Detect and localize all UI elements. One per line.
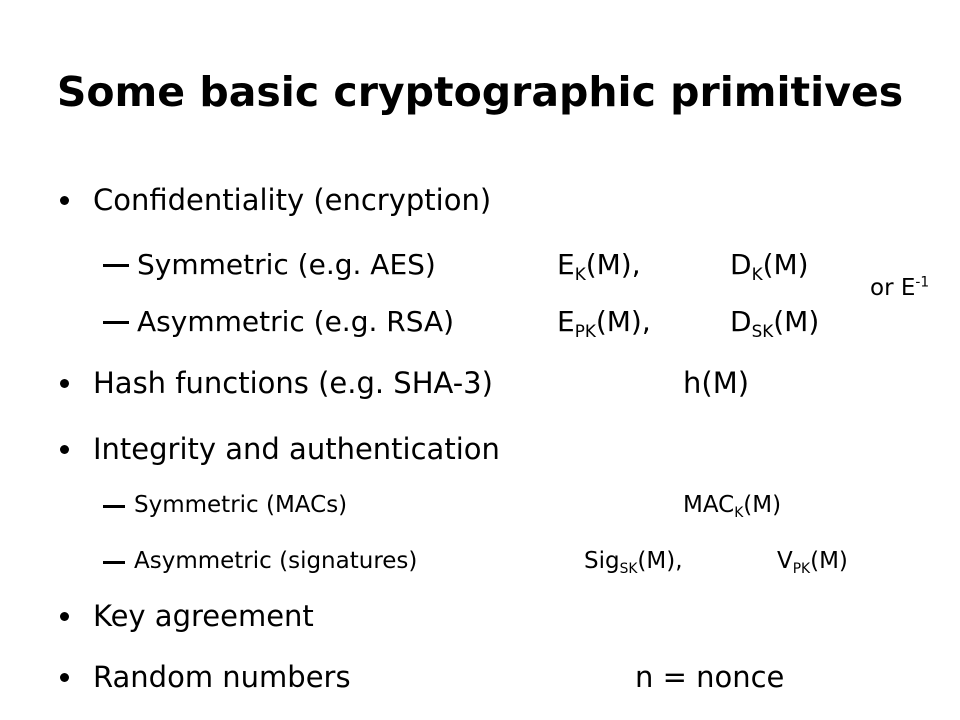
item-asymmetric-encryption: Asymmetric (e.g. RSA)	[137, 305, 455, 338]
item-key-agreement: Key agreement	[93, 599, 314, 633]
item-mac: Symmetric (MACs)	[134, 492, 348, 518]
sub-bullet-dash	[103, 561, 125, 564]
formula-symmetric-decrypt	[730, 248, 809, 284]
item-hash-functions: Hash functions (e.g. SHA-3)	[93, 366, 493, 400]
formula-tail: (M),	[637, 548, 683, 574]
formula-subscript: PK	[792, 560, 811, 577]
slide-title: Some basic cryptographic primitives	[56, 68, 904, 116]
formula-tail: (M),	[595, 305, 651, 338]
formula-tail: (M)	[762, 248, 809, 281]
item-random-numbers: Random numbers	[93, 660, 351, 694]
formula-base: Sig	[584, 548, 620, 574]
bullet-dot	[60, 673, 69, 682]
formula-base: D	[730, 248, 752, 281]
formula-subscript: K	[574, 263, 586, 284]
formula-mac	[683, 492, 782, 521]
note-superscript: -1	[915, 274, 930, 291]
sub-bullet-dash	[103, 321, 129, 324]
formula-asymmetric-encrypt	[557, 305, 651, 341]
formula-nonce: n = nonce	[635, 660, 785, 694]
formula-base: D	[730, 305, 752, 338]
formula-base: MAC	[683, 492, 735, 518]
formula-signature	[584, 548, 683, 577]
sub-bullet-dash	[103, 264, 129, 267]
sub-bullet-dash	[103, 505, 125, 508]
formula-tail: (M),	[585, 248, 641, 281]
formula-subscript: PK	[574, 320, 596, 341]
item-symmetric-encryption: Symmetric (e.g. AES)	[137, 248, 436, 281]
formula-base: V	[777, 548, 793, 574]
bullet-dot	[60, 196, 69, 205]
bullet-dot	[60, 445, 69, 454]
item-integrity: Integrity and authentication	[93, 432, 500, 466]
formula-subscript: SK	[751, 320, 774, 341]
formula-tail: (M)	[743, 492, 782, 518]
item-signatures: Asymmetric (signatures)	[134, 548, 418, 574]
formula-symmetric-encrypt	[557, 248, 641, 284]
formula-verify	[777, 548, 848, 577]
formula-hash: h(M)	[683, 366, 750, 400]
formula-tail: (M)	[773, 305, 820, 338]
note-prefix: or E	[870, 275, 916, 301]
formula-tail: (M)	[810, 548, 848, 574]
item-confidentiality: Confidentiality (encryption)	[93, 183, 492, 217]
formula-subscript: K	[734, 504, 744, 521]
bullet-dot	[60, 612, 69, 621]
formula-base: E	[557, 305, 575, 338]
bullet-dot	[60, 379, 69, 388]
formula-subscript: SK	[619, 560, 638, 577]
formula-subscript: K	[751, 263, 763, 284]
formula-asymmetric-decrypt	[730, 305, 820, 341]
formula-base: E	[557, 248, 575, 281]
inverse-note	[870, 274, 930, 301]
